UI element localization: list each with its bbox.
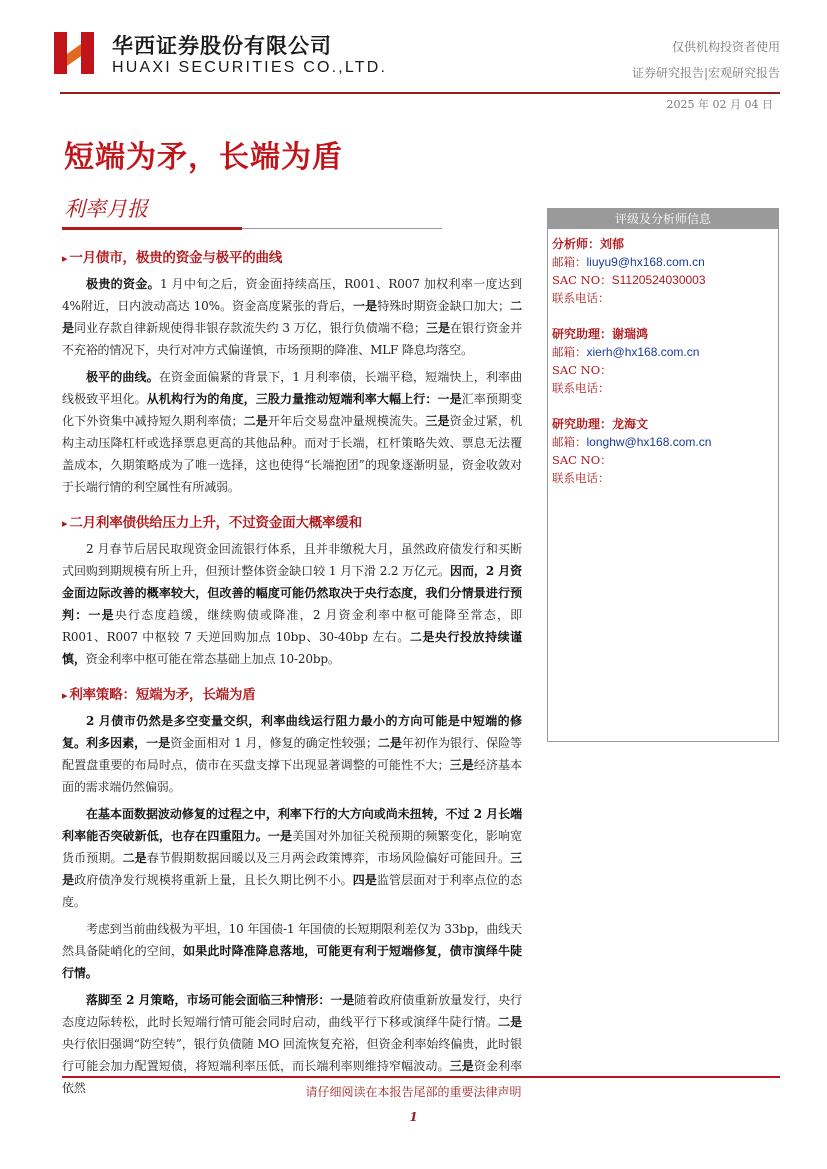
analyst-card	[548, 409, 778, 499]
analyst-sac-row: SAC NO：S1120524030003	[552, 273, 706, 287]
section-heading: ▸ 一月债市，极贵的资金与极平的曲线	[62, 250, 283, 266]
company-name-en: HUAXI SECURITIES CO.,LTD.	[112, 59, 388, 76]
body-paragraph: 极贵的资金。1 月中旬之后，资金面持续高压，R001、R007 加权利率一度达到 4%附近，日内波动高达 10%。资金高度紧张的背后，一是特殊时期资金缺口加大；二是同业存款自律新规使得非银存款流失约 3 万亿，银行负债端不稳；三是在银行资金并不充裕的情况下，央行对冲方式偏谨慎，市场预期的降准、MLF 降息均落空。	[62, 277, 523, 357]
report-title: 短端为矛，长端为盾	[64, 140, 343, 175]
analyst-panel-header: 评级及分析师信息	[548, 209, 778, 229]
analyst-email-row: 邮箱：longhw@hx168.com.cn	[552, 435, 712, 449]
body-paragraph: 考虑到当前曲线极为平坦，10 年国债-1 年国债的长短期限利差仅为 33bp，曲线天然具备陡峭化的空间，如果此时降准降息落地，可能更有利于短端修复，债市演绎牛陡行情。	[62, 922, 522, 980]
report-subtitle: 利率月报	[64, 197, 148, 221]
page-number: 1	[409, 1110, 418, 1124]
footer-divider	[62, 1076, 780, 1078]
analyst-phone-row: 联系电话：	[552, 381, 610, 395]
analyst-sac-number: S1120524030003	[611, 273, 706, 287]
analyst-info-panel	[547, 208, 779, 742]
analyst-email-row: 邮箱：liuyu9@hx168.com.cn	[552, 255, 705, 269]
analyst-email-link[interactable]: liuyu9@hx168.com.cn	[586, 255, 705, 269]
body-paragraph: 极平的曲线。在资金面偏紧的背景下，1 月利率债，长端平稳，短端快上，利率曲线极致平坦化。从机构行为的角度，三股力量推动短端利率大幅上行：一是汇率预期变化下外资集中减持短久期利率债；二是开年后交易盘冲量规模流失。三是资金过紧，机构主动压降杠杆或选择票息更高的其他品种。而对于长端，杠杆策略失效、票息无法覆盖成本，久期策略成为了唯一选择，这也使得“长端抱团”的现象逐渐明显，资金收敛对于长端行情的利空属性有所减弱。	[62, 370, 522, 494]
header-divider	[60, 92, 780, 94]
report-body	[62, 246, 522, 1104]
body-paragraph: 2 月债市仍然是多空变量交织，利率曲线运行阻力最小的方向可能是中短端的修复。利多因素，一是资金面相对 1 月，修复的确定性较强；二是年初作为银行、保险等配置盘重要的布局时点，债市在买盘支撑下出现显著调整的可能性不大；三是经济基本面的需求端仍然偏弱。	[62, 714, 523, 794]
section-heading: ▸ 二月利率债供给压力上升，不过资金面大概率缓和	[62, 515, 362, 531]
analyst-sac-row: SAC NO：	[552, 453, 612, 467]
analyst-name: 分析师：刘郁	[552, 237, 625, 251]
analyst-card	[548, 319, 778, 409]
subtitle-rule	[242, 228, 442, 229]
body-paragraph: 落脚至 2 月策略，市场可能会面临三种情形：一是随着政府债重新放量发行，央行态度边际转松，此时长短端行情可能会同时启动，曲线平行下移或演绎牛陡行情。二是央行依旧强调“防空转”，银行负债随 MO 回流恢复充裕，但资金利率始终偏贵，此时银行可能会加力配置短债，将短端利率压低，而长端利率则维持窄幅波动。三是资金利率依然	[62, 993, 523, 1095]
analyst-email-link[interactable]: xierh@hx168.com.cn	[586, 345, 700, 359]
legal-disclaimer-note: 请仔细阅读在本报告尾部的重要法律声明	[305, 1085, 522, 1099]
triangle-bullet-icon: ▸	[62, 517, 68, 530]
body-paragraph: 在基本面数据波动修复的过程之中，利率下行的大方向或尚未扭转，不过 2 月长端利率能否突破新低，也存在四重阻力。一是美国对外加征关税预期的频繁变化，影响宽货币预期。二是春节假期数据回暖以及三月两会政策博弈，市场风险偏好可能回升。三是政府债净发行规模将重新上量，且长久期比例不小。四是监管层面对于利率点位的态度。	[62, 807, 523, 909]
section-heading: ▸ 利率策略：短端为矛，长端为盾	[62, 687, 256, 703]
analyst-card	[548, 229, 778, 319]
report-type: 证券研究报告|宏观研究报告	[631, 66, 780, 80]
analyst-name: 研究助理：谢瑞鸿	[552, 327, 649, 341]
audience-note: 仅供机构投资者使用	[671, 40, 780, 54]
triangle-bullet-icon: ▸	[62, 689, 68, 702]
report-date: 2025 年 02 月 04 日	[666, 98, 773, 111]
analyst-email-link[interactable]: longhw@hx168.com.cn	[586, 435, 712, 449]
subtitle-underline	[62, 227, 242, 230]
huaxi-logo-icon	[52, 30, 96, 76]
triangle-bullet-icon: ▸	[62, 252, 68, 265]
analyst-email-row: 邮箱：xierh@hx168.com.cn	[552, 345, 700, 359]
analyst-sac-row: SAC NO：	[552, 363, 612, 377]
analyst-name: 研究助理：龙海文	[552, 417, 649, 431]
analyst-phone-row: 联系电话：	[552, 291, 610, 305]
company-name-cn: 华西证券股份有限公司	[112, 33, 332, 58]
analyst-phone-row: 联系电话：	[552, 471, 610, 485]
body-paragraph: 2 月春节后居民取现资金回流银行体系，且并非缴税大月，虽然政府债发行和买断式回购到期规模有所上升，但预计整体资金缺口较 1 月下滑 2.2 万亿元。因而，2 月资金面边际改善的概率较大，但改善的幅度可能仍然取决于央行态度，我们分情景进行预判：一是央行态度趋缓，继续购债或降准，2 月资金利率中枢可能降至常态，即 R001、R007 中枢较 7 天逆回购加点 10bp、30-40bp 左右。二是央行投放持续谨慎，资金利率中枢可能在常态基础上加点 10-20bp。	[62, 542, 523, 666]
